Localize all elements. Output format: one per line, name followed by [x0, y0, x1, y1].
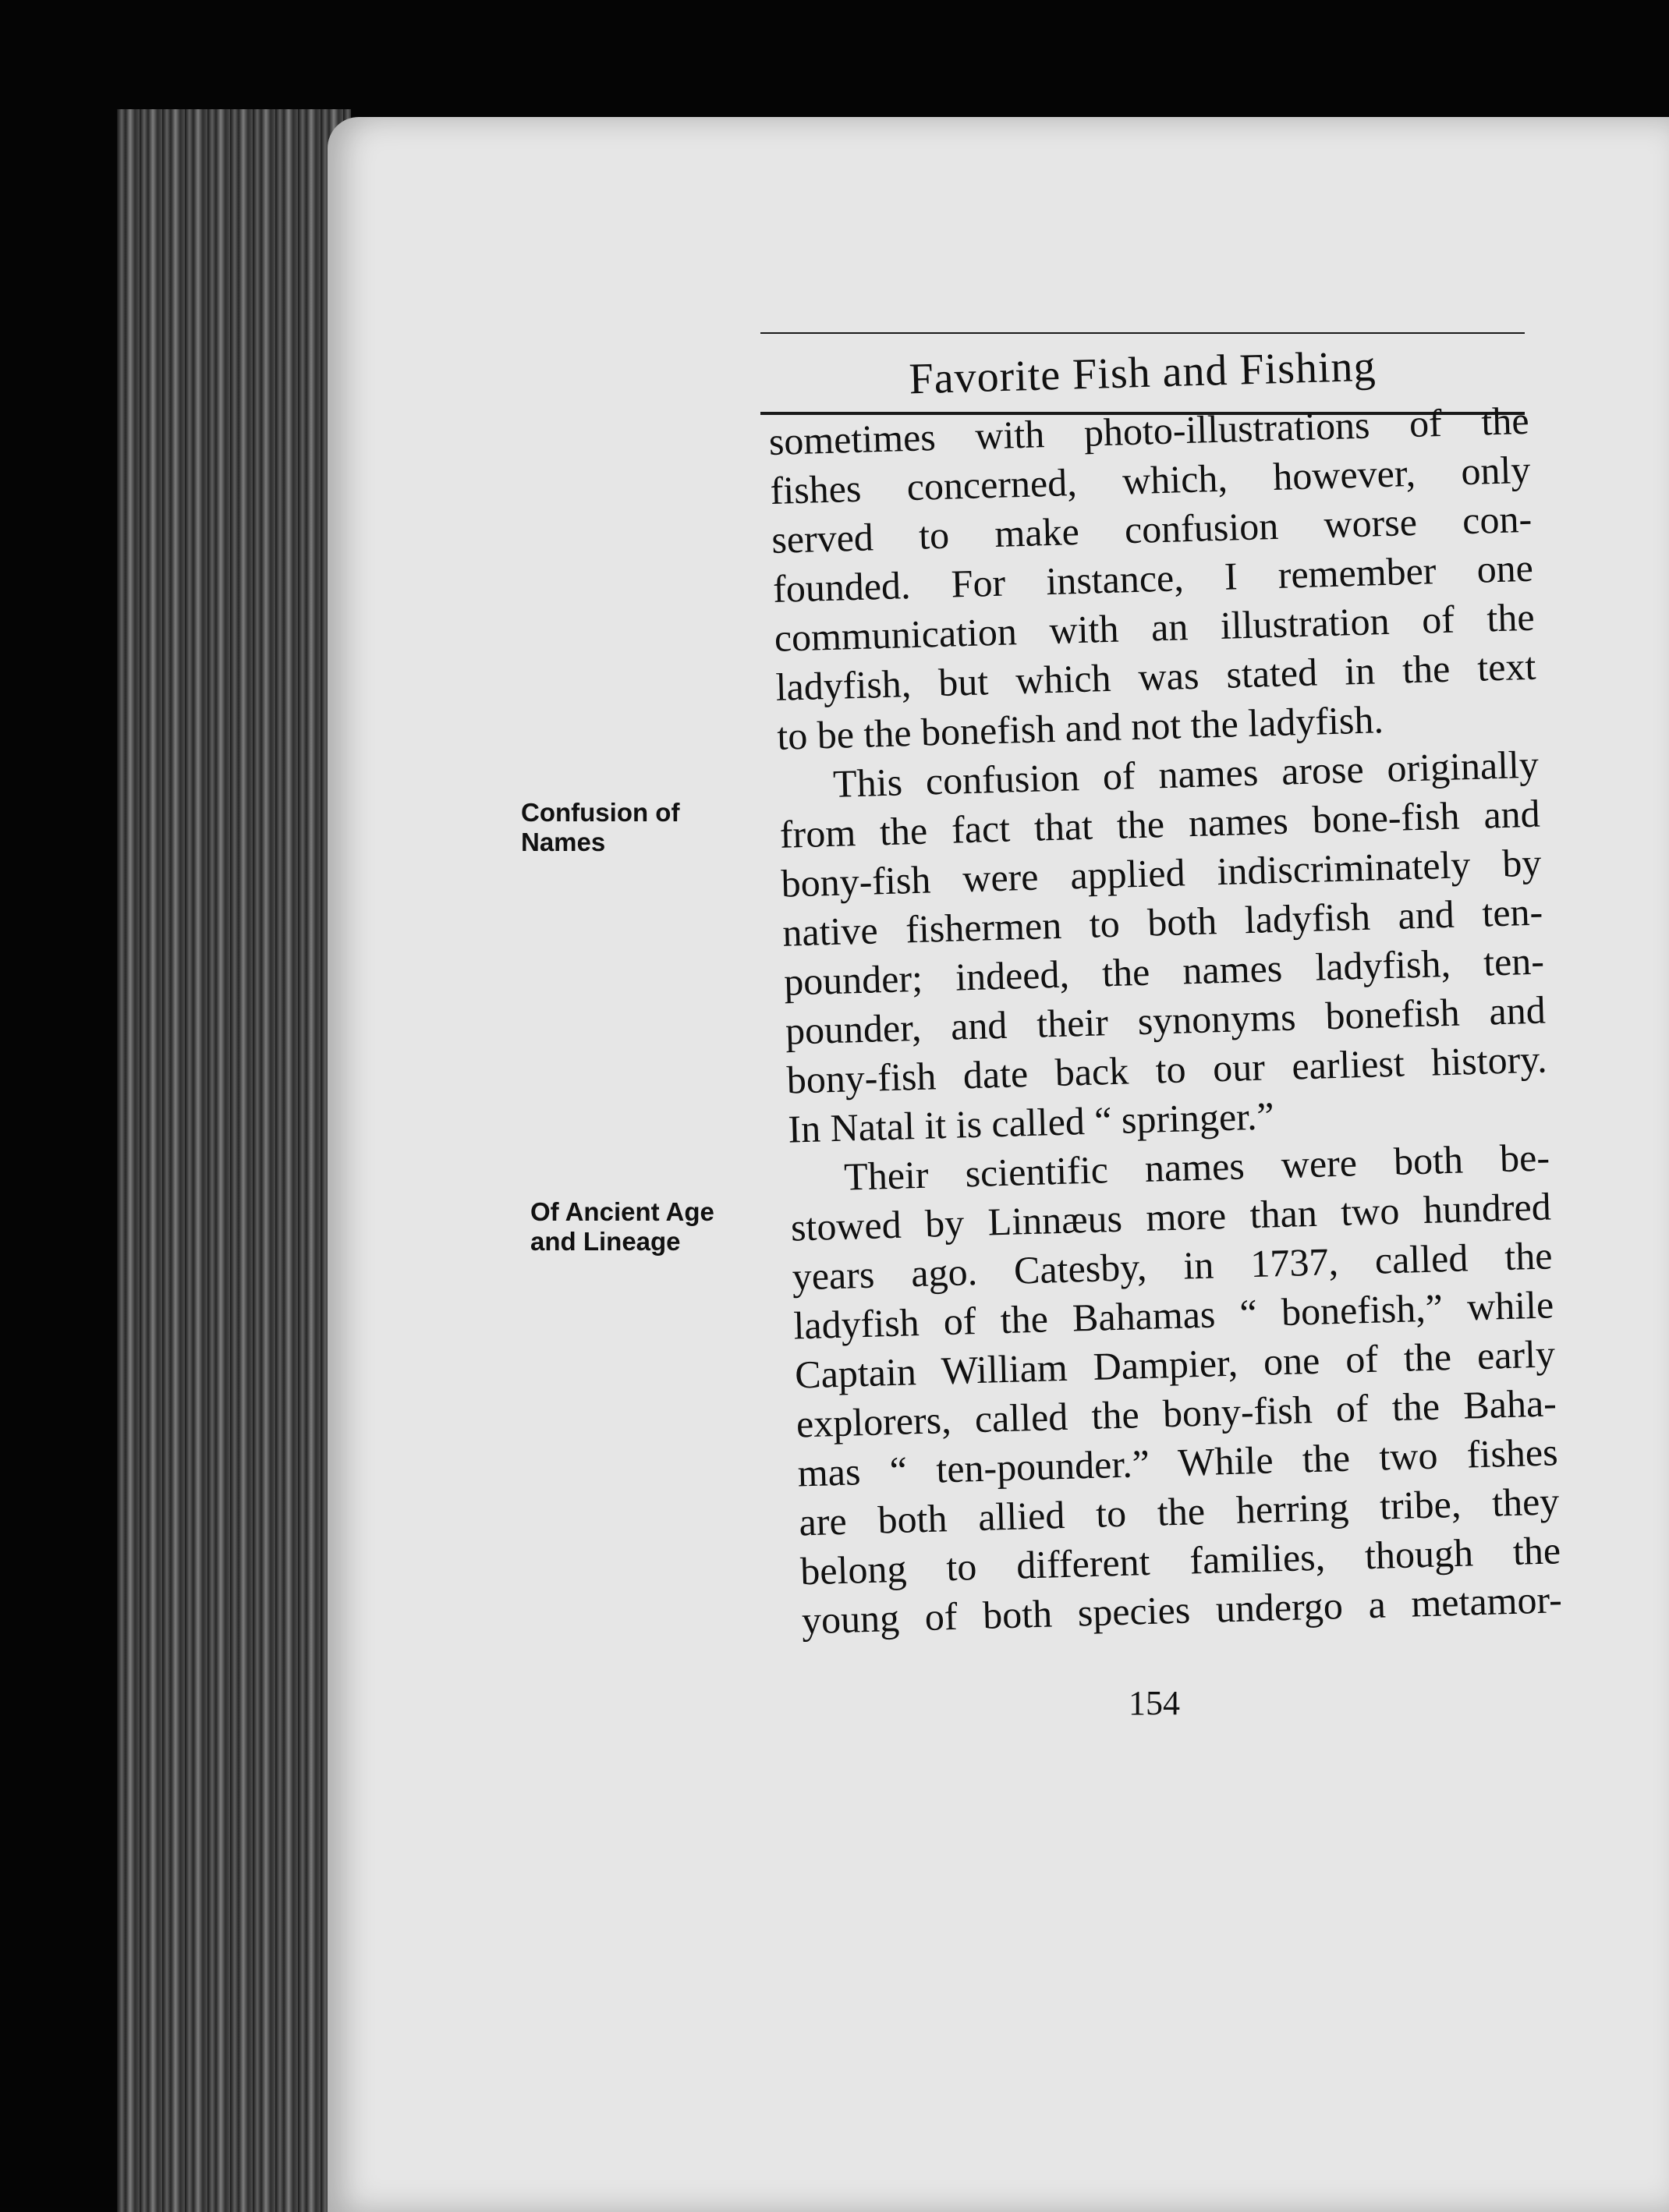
text-line: young of both species undergo a metamor- [801, 1577, 1563, 1643]
running-head: Favorite Fish and Fishing [908, 342, 1377, 404]
book-edge [117, 109, 351, 2212]
text-line: This confusion of names arose originally [832, 742, 1540, 806]
text-line: Their scientific names were both be- [843, 1135, 1550, 1199]
text-line: Captain William Dampier, one of the early [794, 1331, 1556, 1397]
text-line: ladyfish of the Bahamas “ bonefish,” while [792, 1282, 1554, 1348]
text-line: from the fact that the names bone-fish and [779, 791, 1541, 856]
body-text [768, 396, 1563, 1646]
text-line: bony-fish were applied indiscriminately by [780, 840, 1543, 906]
page-number: 154 [1129, 1684, 1180, 1722]
text-line: to be the bonefish and not the ladyfish. [776, 697, 1384, 758]
text-line: native fishermen to both ladyfish and ten- [781, 889, 1543, 955]
text-line: are both allied to the herring tribe, they [798, 1479, 1560, 1544]
text-line: stowed by Linnæus more than two hundred [790, 1184, 1552, 1250]
sidenote-ancient-age: Of Ancient Age and Lineage [530, 1197, 714, 1256]
text-line: years ago. Catesby, in 1737, called the [791, 1233, 1554, 1299]
sidenote-confusion-of-names: Confusion of Names [521, 798, 680, 856]
text-line: fishes concerned, which, however, only [769, 447, 1532, 512]
text-line: ladyfish, but which was stated in the text [774, 643, 1537, 709]
text-line: pounder; indeed, the names ladyfish, ten- [783, 938, 1545, 1004]
text-line: communication with an illustration of the [774, 594, 1536, 660]
text-line: founded. For instance, I remember one [772, 545, 1534, 611]
text-line: pounder, and their synonyms bonefish and [785, 987, 1547, 1053]
text-line: sometimes with photo-illustrations of the [768, 398, 1530, 463]
text-line: explorers, called the bony-fish of the Baha- [796, 1381, 1557, 1446]
text-line: served to make confusion worse con- [771, 496, 1533, 562]
text-line: bony-fish date back to our earliest history. [785, 1037, 1548, 1102]
text-line: In Natal it is called “ springer.” [787, 1094, 1275, 1151]
text-line: belong to different families, though the [799, 1528, 1561, 1593]
text-line: mas “ ten-pounder.” While the two fishes [797, 1430, 1559, 1495]
